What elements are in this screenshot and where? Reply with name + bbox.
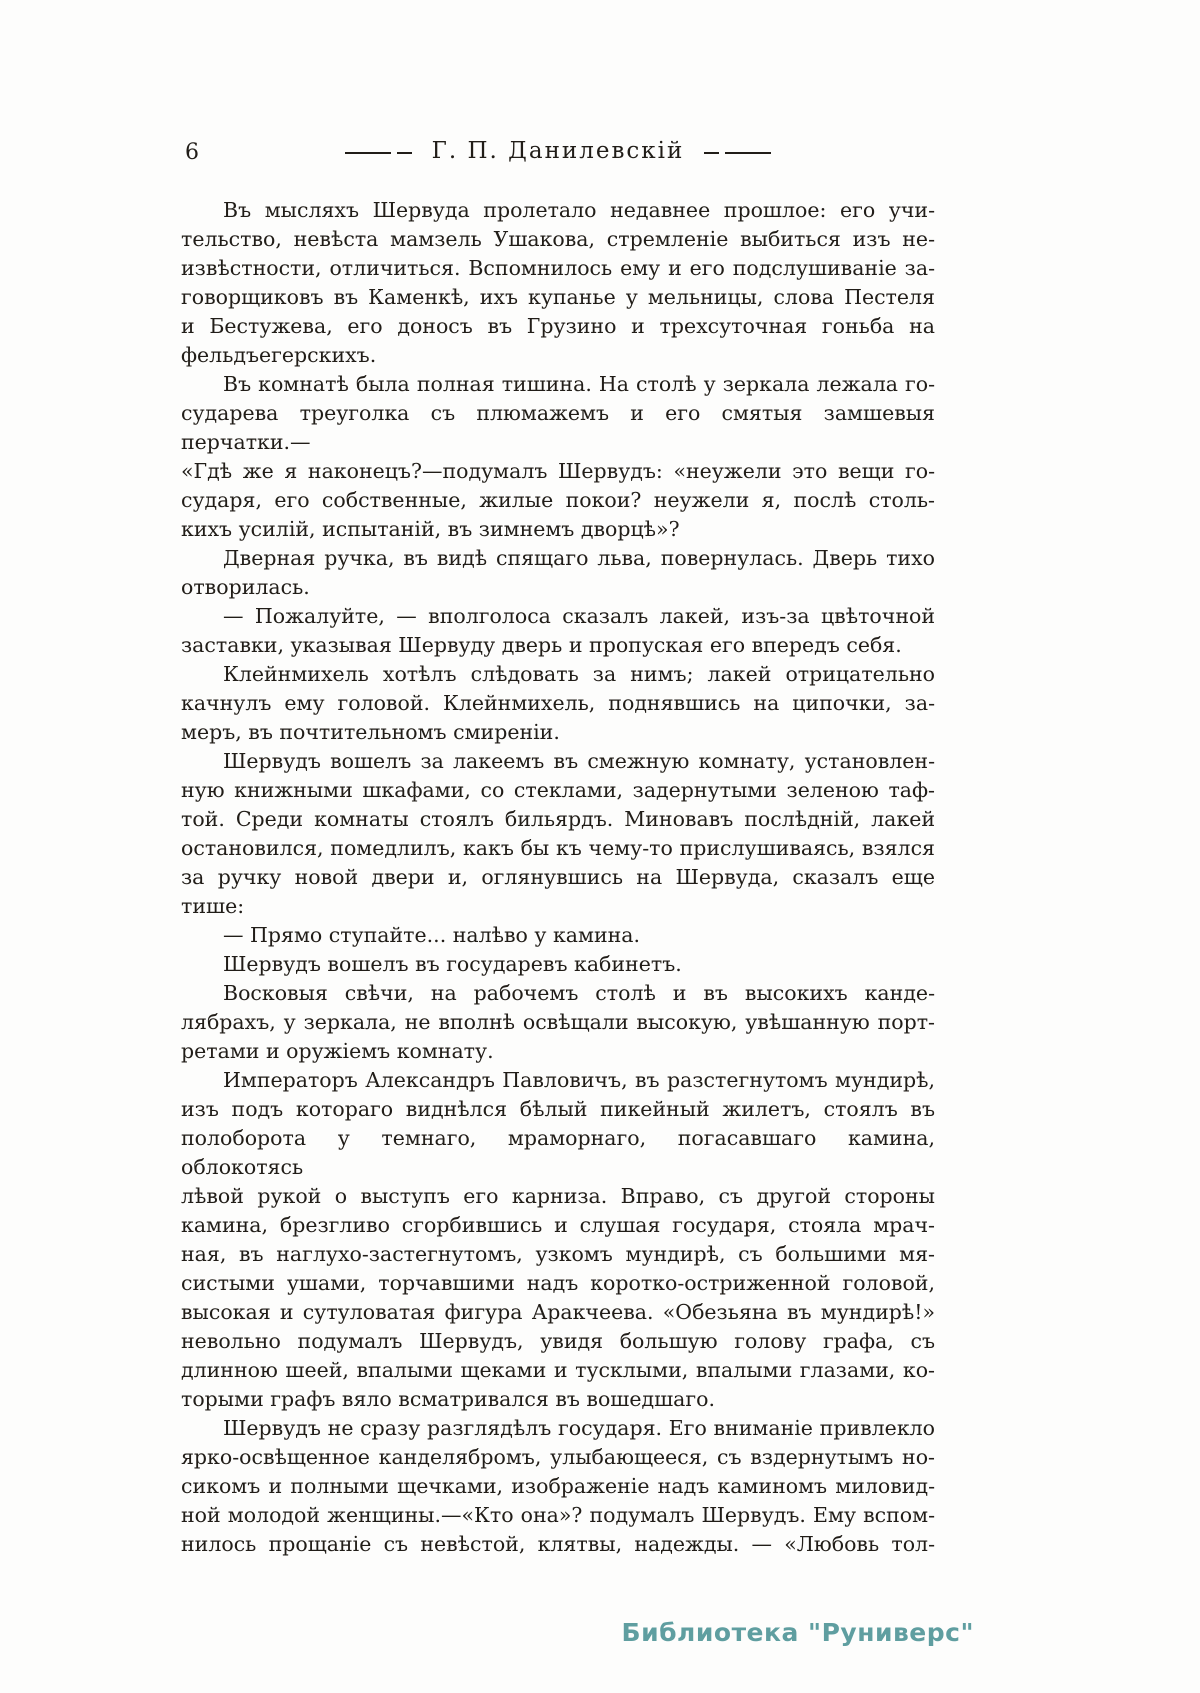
text-line: нилось прощаніе съ невѣстой, клятвы, надежды. — «Любовь тол-: [181, 1532, 935, 1556]
text-line: изъ подъ котораго виднѣлся бѣлый пикейный жилетъ, стоялъ въ: [181, 1097, 935, 1121]
text-line: камина, брезгливо сгорбившись и слушая государя, стояла мрач-: [181, 1213, 935, 1237]
text-line: отворилась.: [181, 575, 310, 599]
text-line: качнулъ ему головой. Клейнмихель, поднявшись на ципочки, за-: [181, 691, 935, 715]
text-line: Дверная ручка, въ видѣ спящаго льва, повернулась. Дверь тихо: [223, 546, 935, 570]
text-line: и Бестужева, его доносъ въ Грузино и трехсуточная гоньба на: [181, 314, 935, 338]
text-line: ярко-освѣщенное канделябромъ, улыбающееся, съ вздернутымъ но-: [181, 1445, 935, 1469]
text-line: систыми ушами, торчавшими надъ коротко-остриженной головой,: [181, 1271, 935, 1295]
text-line: кихъ усилій, испытаній, въ зимнемъ дворцѣ»?: [181, 517, 680, 541]
page-number: 6: [185, 140, 199, 165]
text-line: извѣстности, отличиться. Вспомнилось ему и его подслушиваніе за-: [181, 256, 935, 280]
text-line: остановился, помедлилъ, какъ бы къ чему-то прислушиваясь, взялся: [181, 836, 935, 860]
text-line: ная, въ наглухо-застегнутомъ, узкомъ мундирѣ, съ большими мя-: [181, 1242, 935, 1266]
text-line: Шервудъ вошелъ за лакеемъ въ смежную комнату, установлен-: [223, 749, 935, 773]
text-line: сударя, его собственные, жилые покои? неужели я, послѣ столь-: [181, 488, 935, 512]
paragraph: [181, 660, 935, 747]
paragraph: [181, 1414, 935, 1559]
text-line: меръ, въ почтительномъ смиреніи.: [181, 720, 560, 744]
text-line: Клейнмихель хотѣлъ слѣдовать за нимъ; лакей отрицательно: [223, 662, 935, 686]
text-line: ную книжными шкафами, со стеклами, задернутыми зеленою таф-: [181, 778, 935, 802]
text-line: — Пожалуйте, — вполголоса сказалъ лакей, изъ-за цвѣточной: [223, 604, 935, 628]
text-line: той. Среди комнаты стоялъ бильярдъ. Миновавъ послѣдній, лакей: [181, 807, 935, 831]
text-line: заставки, указывая Шервуду дверь и пропуская его впередъ себя.: [181, 633, 902, 657]
text-line: ретами и оружіемъ комнату.: [181, 1039, 494, 1063]
text-line: — Прямо ступайте... налѣво у камина.: [223, 923, 641, 947]
header-rule-icon: [345, 152, 391, 154]
text-line: «Гдѣ же я наконецъ?—подумалъ Шервудъ: «неужели это вещи го-: [181, 459, 935, 483]
text-column: [181, 196, 935, 1559]
paragraph: [181, 602, 935, 660]
text-line: торыми графъ вяло всматривался въ вошедшаго.: [181, 1387, 716, 1411]
running-title-group: [181, 138, 935, 164]
text-line: Императоръ Александръ Павловичъ, въ разстегнутомъ мундирѣ,: [223, 1068, 935, 1092]
text-line: невольно подумалъ Шервудъ, увидя большую голову графа, съ: [181, 1329, 935, 1353]
text-line: высокая и сутуловатая фигура Аракчеева. «Обезьяна въ мундирѣ!»: [181, 1300, 935, 1324]
paragraph: [181, 196, 935, 370]
text-line: полоборота у темнаго, мраморнаго, погасавшаго камина, облокотясь: [181, 1126, 935, 1179]
paragraph: [181, 921, 935, 950]
text-line: лябрахъ, у зеркала, не вполнѣ освѣщали высокую, увѣшанную порт-: [181, 1010, 935, 1034]
paragraph: [181, 979, 935, 1066]
paragraph: [181, 1066, 935, 1414]
text-line: сикомъ и полными щечками, изображеніе надъ каминомъ миловид-: [181, 1474, 935, 1498]
header-rule-icon: [725, 152, 771, 154]
text-line: за ручку новой двери и, оглянувшись на Шервуда, сказалъ еще: [181, 865, 935, 889]
page-header: [181, 138, 935, 172]
text-line: длинною шеей, впалыми щеками и тусклыми, впалыми глазами, ко-: [181, 1358, 935, 1382]
watermark: Библиотека "Руниверс": [621, 1618, 974, 1647]
text-line: Въ комнатѣ была полная тишина. На столѣ у зеркала лежала го-: [223, 372, 935, 396]
header-rule-icon: [704, 152, 719, 154]
paragraph: [181, 747, 935, 921]
text-line: Въ мысляхъ Шервуда пролетало недавнее прошлое: его учи-: [223, 198, 935, 222]
text-line: Шервудъ не сразу разглядѣлъ государя. Его вниманіе привлекло: [223, 1416, 935, 1440]
text-line: тише:: [181, 894, 245, 918]
paragraph: [181, 370, 935, 544]
text-line: Шервудъ вошелъ въ государевъ кабинетъ.: [223, 952, 682, 976]
text-line: тельство, невѣста мамзель Ушакова, стремленіе выбиться изъ не-: [181, 227, 935, 251]
header-rule-icon: [397, 152, 412, 154]
paragraph: [181, 950, 935, 979]
paragraph: [181, 544, 935, 602]
text-line: ной молодой женщины.—«Кто она»? подумалъ Шервудъ. Ему вспом-: [181, 1503, 935, 1527]
text-line: сударева треуголка съ плюмажемъ и его смятыя замшевыя перчатки.—: [181, 401, 935, 454]
running-title: Г. П. Данилевскій: [431, 138, 685, 164]
text-line: говорщиковъ въ Каменкѣ, ихъ купанье у мельницы, слова Пестеля: [181, 285, 935, 309]
text-line: Восковыя свѣчи, на рабочемъ столѣ и въ высокихъ канде-: [223, 981, 935, 1005]
text-line: лѣвой рукой о выступъ его карниза. Вправо, съ другой стороны: [181, 1184, 935, 1208]
text-line: фельдъегерскихъ.: [181, 343, 377, 367]
